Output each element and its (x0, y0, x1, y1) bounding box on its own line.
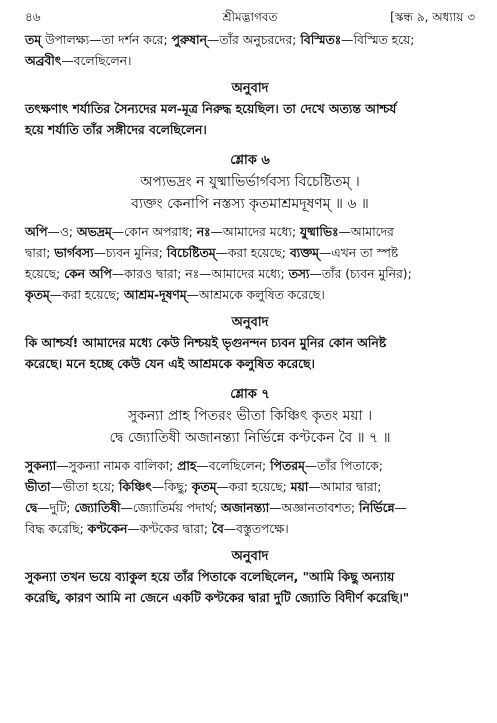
sanskrit-term: ময়া (290, 480, 309, 494)
sanskrit-term: তম্ (25, 33, 42, 47)
sanskrit-term: আশ্রম-দূষণম্ (123, 288, 187, 302)
sanskrit-term: যুষ্মাভিঃ (300, 225, 339, 239)
meaning-text: —কিছু; (151, 480, 192, 494)
meaning-text: —তাঁর (চ্যবন মুনির); (309, 267, 412, 281)
sanskrit-term: অভদ্রম্ (76, 225, 112, 239)
meaning-text: —দুটি; (37, 501, 75, 515)
section-reference: [স্কন্ধ ৯, অধ্যায় ৩ (390, 10, 475, 24)
meaning-text: —বলেছিলেন; (196, 459, 271, 473)
synonyms-line (25, 30, 475, 51)
synonyms-line (25, 498, 475, 519)
sanskrit-term: কেন অপি (64, 267, 112, 281)
meaning-text: —আমাদের (338, 225, 394, 239)
verse-line: দ্বে জ্যোতিষী অজানন্ত্যা নির্ভিন্নে কণ্টকেন বৈ ॥ ৭ ॥ (109, 430, 391, 446)
synonyms-line (25, 477, 475, 498)
sanskrit-term: ভার্গবস্য (54, 246, 94, 260)
sanskrit-term: সুকন্যা (25, 459, 57, 473)
synonyms-line (25, 285, 475, 306)
translation-line: হয়ে শর্যাতি তাঁর সঙ্গীদের বলেছিলেন। (25, 123, 207, 137)
translation-heading: অনুবাদ (231, 549, 269, 564)
synonyms-line (25, 456, 475, 477)
sanskrit-term: কিঞ্চিৎ (118, 480, 152, 494)
page-number: ৪৬ (25, 10, 41, 24)
meaning-text: —চ্যবন মুনির; (93, 246, 167, 260)
sanskrit-term: নঃ (196, 225, 211, 239)
sanskrit-term: বৈ (211, 522, 224, 536)
meaning-text: উপালক্ষ্য—তা দর্শন করে; (41, 33, 172, 47)
meaning-text: —করা হয়েছে; (215, 246, 290, 260)
sanskrit-term: প্রাহ (177, 459, 197, 473)
synonyms-line (25, 222, 475, 243)
meaning-text: —অজ্ঞানতাবশত; (269, 501, 360, 515)
synonyms-line (25, 264, 475, 285)
sanskrit-term: ব্যক্তম্ (289, 246, 319, 260)
meaning-text: —আশ্রমকে কলুষিত করেছে। (186, 288, 325, 302)
sanskrit-term: ভীতা (25, 480, 51, 494)
meaning-text: —কোন অপরাধ; (111, 225, 197, 239)
sanskrit-term: কণ্টকেন (87, 522, 128, 536)
sloka-heading: শ্লোক ৬ (230, 153, 270, 168)
meaning-text: —এখন তা স্পষ্ট (319, 246, 399, 260)
sanskrit-term: কৃতম্ (191, 480, 217, 494)
meaning-text: —বলেছিলেন। (61, 54, 132, 68)
meaning-text: —আমাদের মধ্যে; (210, 225, 301, 239)
meaning-text: —জ্যোতির্ময় পদার্থ; (120, 501, 222, 515)
meaning-text: দ্বারা; (25, 246, 55, 260)
sanskrit-term: পিতরম্ (270, 459, 305, 473)
sanskrit-term: অব্রবীৎ (25, 54, 62, 68)
verse-line: অপ্যভদ্রং ন যুষ্মাভির্ভার্গবস্য বিচেষ্টিতম্ । (140, 174, 360, 190)
meaning-text: —তাঁর পিতাকে; (304, 459, 383, 473)
translation-line: তৎক্ষণাৎ শর্যাতির সৈন্যদের মল-মূত্র নিরুদ্ধ হয়েছিল। তা দেখে অত্যন্ত আশ্চর্য (25, 102, 397, 116)
synonyms-line (25, 243, 475, 264)
translation-line: কি আশ্চর্য! আমাদের মধ্যে কেউ নিশ্চয়ই ভৃগুনন্দন চ্যবন মুনির কোন অনিষ্ট (25, 336, 387, 350)
book-title: শ্রীমদ্ভাগবত (222, 10, 278, 24)
translation-line: করেছি, কারণ আমি না জেনে একটি কণ্টকের দ্বারা দুটি জ্যোতি বিদীর্ণ করেছি।" (25, 591, 410, 605)
sanskrit-term: নির্ভিন্নে (359, 501, 395, 515)
sanskrit-term: তস্য (288, 267, 310, 281)
sanskrit-term: জ্যোতিষী (74, 501, 121, 515)
sanskrit-term: অজানন্ত্যা (221, 501, 270, 515)
meaning-text: —করা হয়েছে; (216, 480, 291, 494)
sanskrit-term: দ্বে (25, 501, 38, 515)
meaning-text: —ভীতা হয়ে; (50, 480, 119, 494)
meaning-text: — (394, 501, 407, 515)
verse-line: ব্যক্তং কেনাপি নস্তস্য কৃতমাশ্রমদূষণম্ ॥ ৬ ॥ (131, 196, 369, 212)
sanskrit-term: পুরুষান্ (171, 33, 207, 47)
sloka-heading: শ্লোক ৭ (230, 387, 270, 402)
synonyms-line (25, 51, 475, 72)
verse-line: সুকন্যা প্রাহ পিতরং ভীতা কিঞ্চিৎ কৃতং ময়া । (127, 408, 373, 424)
sanskrit-term: কৃতম্ (25, 288, 50, 302)
meaning-text: —কণ্টকের দ্বারা; (127, 522, 212, 536)
meaning-text: হয়েছে; (25, 267, 65, 281)
meaning-text: —তাঁর অনুচরদের; (206, 33, 301, 47)
synonyms-line (25, 519, 475, 540)
sanskrit-term: বিস্মিতঃ (300, 33, 342, 47)
translation-line: সুকন্যা তখন ভয়ে ব্যাকুল হয়ে তাঁর পিতাকে বলেছিলেন, "আমি কিছু অন্যায় (25, 570, 395, 584)
translation-line: করেছে। মনে হচ্ছে কেউ যেন এই আশ্রমকে কলুষিত করেছে। (25, 357, 315, 371)
meaning-text: —করা হয়েছে; (49, 288, 124, 302)
translation-heading: অনুবাদ (231, 81, 269, 96)
meaning-text: —বিস্মিত হয়ে; (341, 33, 415, 47)
meaning-text: —ও; (47, 225, 77, 239)
meaning-text: বিদ্ধ করেছি; (25, 522, 88, 536)
translation-heading: অনুবাদ (231, 315, 269, 330)
meaning-text: —কারও দ্বারা; নঃ—আমাদের মধ্যে; (111, 267, 289, 281)
meaning-text: —বস্তুতপক্ষে। (223, 522, 289, 536)
sanskrit-term: অপি (25, 225, 48, 239)
page-header (25, 0, 475, 30)
sanskrit-term: বিচেষ্টিতম্ (166, 246, 216, 260)
meaning-text: —আমার দ্বারা; (308, 480, 382, 494)
meaning-text: —সুকন্যা নামক বালিকা; (56, 459, 178, 473)
